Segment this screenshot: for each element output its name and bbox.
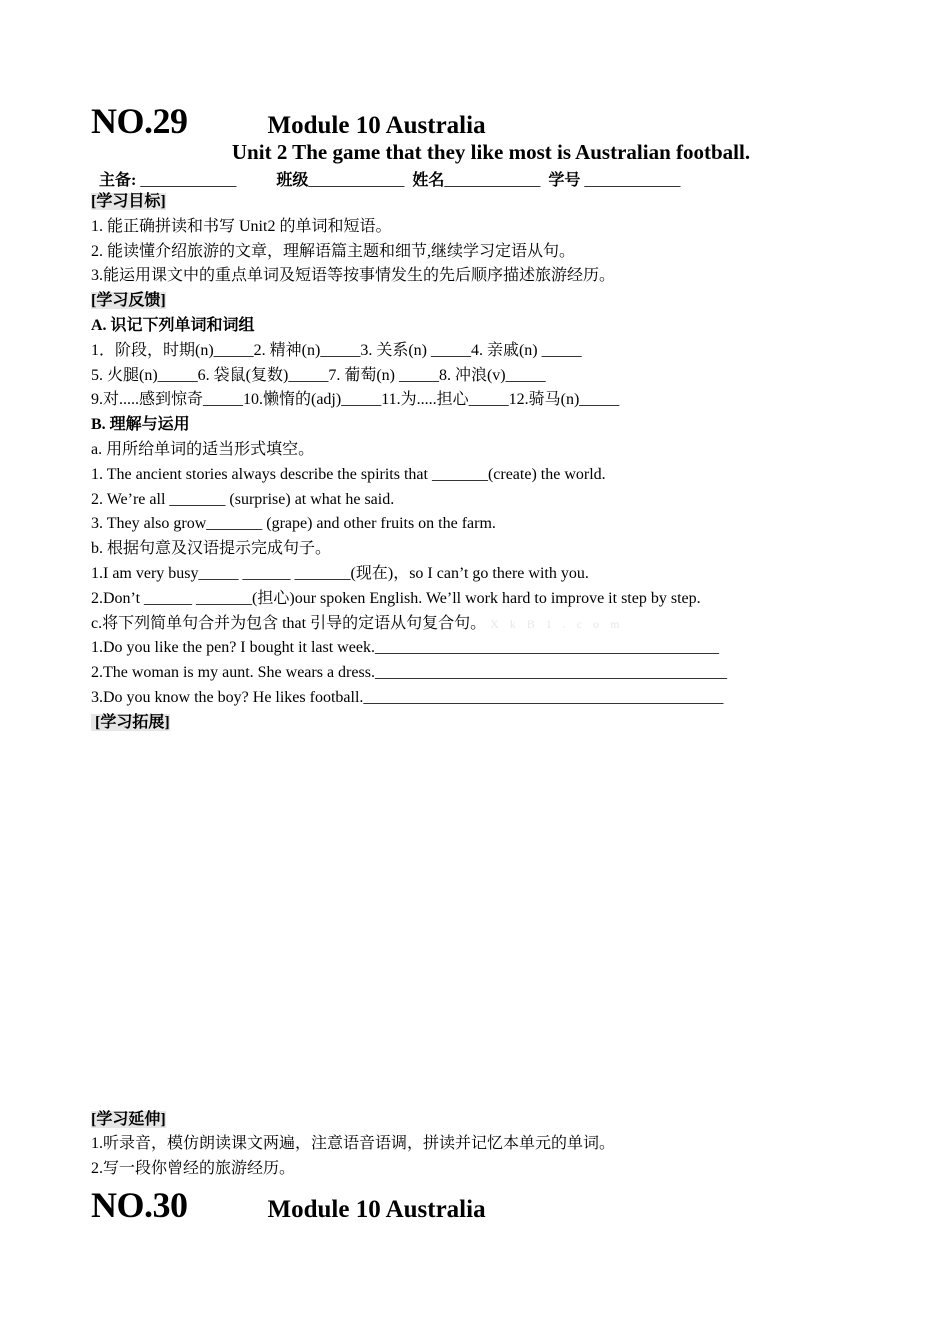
- vocab-line: 1．阶段，时期(n)_____2. 精神(n)_____3. 关系(n) _____4. 亲戚(n) _____: [91, 341, 582, 359]
- extension-item: 2.写一段你曾经的旅游经历。: [91, 1160, 296, 1178]
- vocab-line: 9.对.....感到惊奇_____10.懒惰的(adj)_____11.为.....担心_____12.骑马(n)_____: [91, 391, 620, 409]
- lesson-number: NO.29: [91, 101, 188, 141]
- fill-blank-item: 3. They also grow_______ (grape) and other fruits on the farm.: [91, 515, 496, 533]
- fill-blank-item: 2. We’re all _______ (surprise) at what he said.: [91, 490, 395, 508]
- extension-item: 1.听录音，模仿朗读课文两遍，注意语音语调，拼读并记忆本单元的单词。: [91, 1135, 616, 1153]
- part-b-a-instruction: a. 用所给单词的适当形式填空。: [91, 440, 315, 458]
- fill-blank-item: 1. The ancient stories always describe the spirits that _______(create) the world.: [91, 465, 606, 483]
- preparer-label: 主备:: [99, 172, 137, 189]
- part-b-c-instruction: c.将下列简单句合并为包含 that 引导的定语从句复合句。 X k B 1 . c o m: [91, 614, 624, 632]
- name-blank: ____________: [444, 172, 541, 189]
- next-lesson-number: NO.30: [91, 1184, 188, 1225]
- unit-title: Unit 2 The game that they like most is Australian football.: [231, 140, 751, 164]
- combine-sentence-item: 1.Do you like the pen? I bought it last week.___________________________________________: [91, 639, 719, 657]
- worksheet-page: [91, 100, 871, 1226]
- feedback-heading: [学习反馈]: [91, 292, 166, 310]
- next-module-title: Module 10 Australia: [267, 1195, 486, 1223]
- expansion-blank-area: [91, 736, 871, 1108]
- objective-item: 2. 能读懂介绍旅游的文章，理解语篇主题和细节,继续学习定语从句。: [91, 242, 576, 260]
- class-blank: ____________: [308, 172, 405, 189]
- sentence-item: 1.I am very busy_____ ______ _______(现在)，so I can’t go there with you.: [91, 564, 589, 582]
- combine-sentence-item: 2.The woman is my aunt. She wears a dress.____________________________________________: [91, 664, 727, 682]
- student-id-blank: ____________: [580, 172, 681, 189]
- preparer-blank: ____________: [136, 172, 237, 189]
- class-label: 班级: [276, 172, 309, 189]
- watermark: X k B 1 . c o m: [490, 616, 624, 631]
- sentence-item: 2.Don’t ______ _______(担心)our spoken English. We’ll work hard to improve it step by step.: [91, 589, 701, 607]
- next-lesson-header: [91, 1184, 871, 1226]
- expansion-heading: [学习拓展]: [91, 713, 170, 731]
- extension-heading: [学习延伸]: [91, 1110, 166, 1128]
- objectives-heading: [学习目标]: [91, 193, 166, 210]
- student-info-row: [99, 167, 871, 190]
- name-label: 姓名: [412, 172, 445, 189]
- module-title: Module 10 Australia: [267, 112, 486, 139]
- part-b-b-instruction: b. 根据句意及汉语提示完成句子。: [91, 540, 332, 558]
- lesson-header: [91, 100, 871, 142]
- part-b-heading: B. 理解与运用: [91, 416, 190, 434]
- part-a-heading: A. 识记下列单词和词组: [91, 316, 255, 334]
- combine-sentence-item: 3.Do you know the boy? He likes football._____________________________________________: [91, 688, 724, 706]
- student-id-label: 学号: [548, 172, 581, 189]
- objective-item: 3.能运用课文中的重点单词及短语等按事情发生的先后顺序描述旅游经历。: [91, 267, 616, 285]
- objective-item: 1. 能正确拼读和书写 Unit2 的单词和短语。: [91, 217, 392, 235]
- vocab-line: 5. 火腿(n)_____6. 袋鼠(复数)_____7. 葡萄(n) _____8. 冲浪(v)_____: [91, 366, 546, 384]
